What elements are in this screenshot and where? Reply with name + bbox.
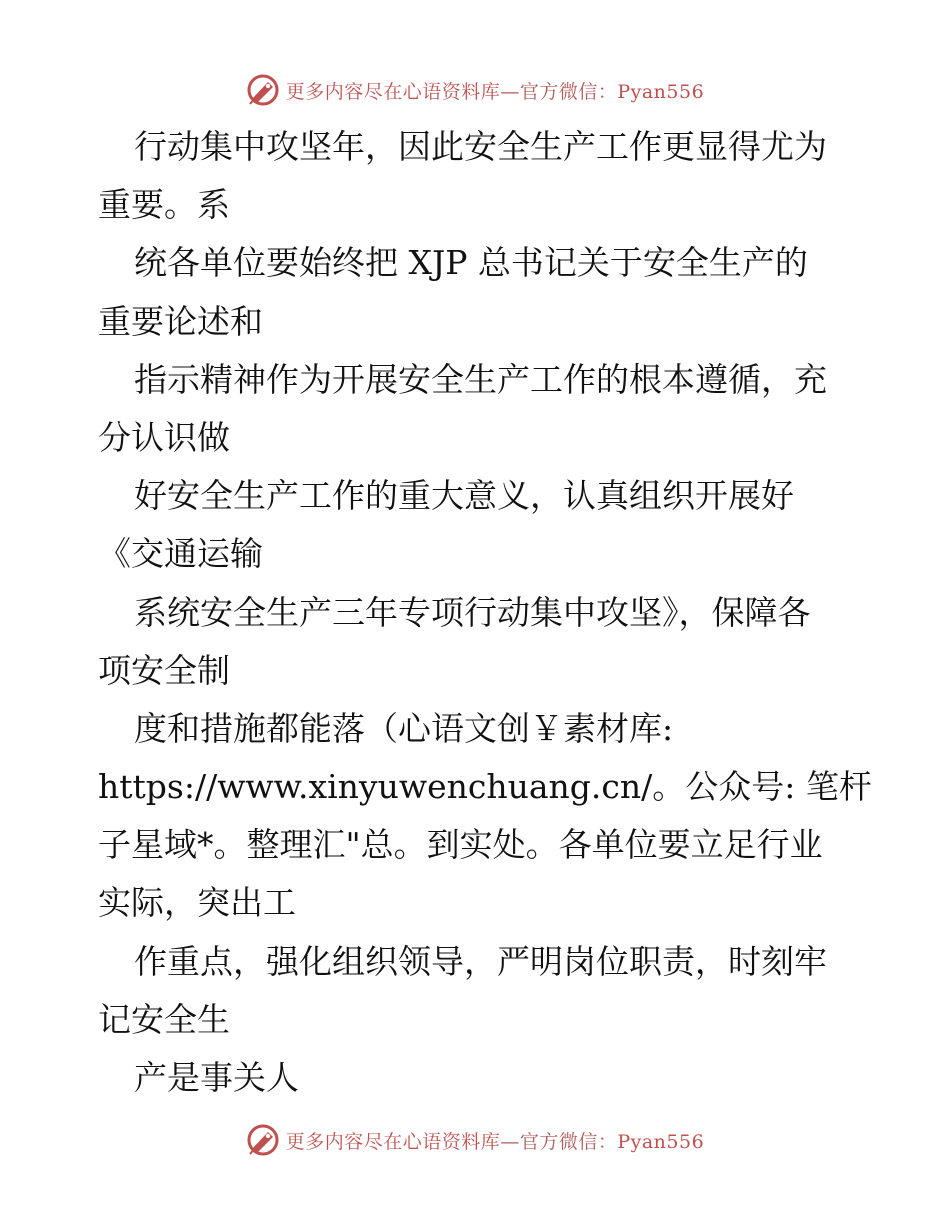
watermark-wechat-label: 官方微信： [519, 1130, 618, 1153]
pen-nib-seal-icon [246, 73, 280, 107]
watermark-main-text: 更多内容尽在心语资料库 [285, 80, 501, 103]
watermark-text [286, 77, 704, 104]
text-line: 行动集中攻坚年，因此安全生产工作更显得尤为 [134, 127, 827, 166]
text-line: 作重点，强化组织领导，严明岗位职责，时刻牢 [134, 941, 827, 981]
text-line: 实际，突出工 [98, 883, 296, 923]
watermark-wechat-id: Pyan556 [617, 80, 705, 103]
text-line: 统各单位要始终把 XJP 总书记关于安全生产的 [134, 243, 808, 283]
text-line: 子星域*。整理汇"总。到实处。各单位要立足行业 [98, 825, 823, 865]
watermark-dash: — [500, 80, 520, 103]
url-text-line: https://www.xinyuwenchuang.cn/。公众号: 笔杆 [98, 767, 872, 807]
text-line: 分认识做 [98, 417, 230, 457]
text-line: 项安全制 [98, 650, 230, 690]
text-line: 《交通运输 [98, 534, 263, 574]
watermark-wechat-label: 官方微信： [519, 80, 618, 103]
text-line: 记安全生 [98, 999, 230, 1039]
text-line: 系统安全生产三年专项行动集中攻坚》，保障各 [134, 592, 811, 632]
header-watermark [0, 70, 950, 110]
watermark-main-text: 更多内容尽在心语资料库 [285, 1130, 501, 1153]
pen-nib-seal-icon [246, 1123, 280, 1157]
text-line: 好安全生产工作的重大意义，认真组织开展好 [134, 476, 794, 516]
body-text [98, 118, 872, 1107]
watermark-text [286, 1127, 704, 1154]
text-line: 重要论述和 [98, 301, 263, 341]
watermark-wechat-id: Pyan556 [617, 1130, 705, 1153]
text-line: 重要。系 [98, 185, 230, 225]
text-line: 指示精神作为开展安全生产工作的根本遵循，充 [134, 359, 827, 399]
watermark-dash: — [500, 1130, 520, 1153]
footer-watermark [0, 1120, 950, 1160]
text-line: 产是事关人 [134, 1058, 299, 1097]
text-line: 度和措施都能落（心语文创￥素材库: [134, 708, 674, 748]
